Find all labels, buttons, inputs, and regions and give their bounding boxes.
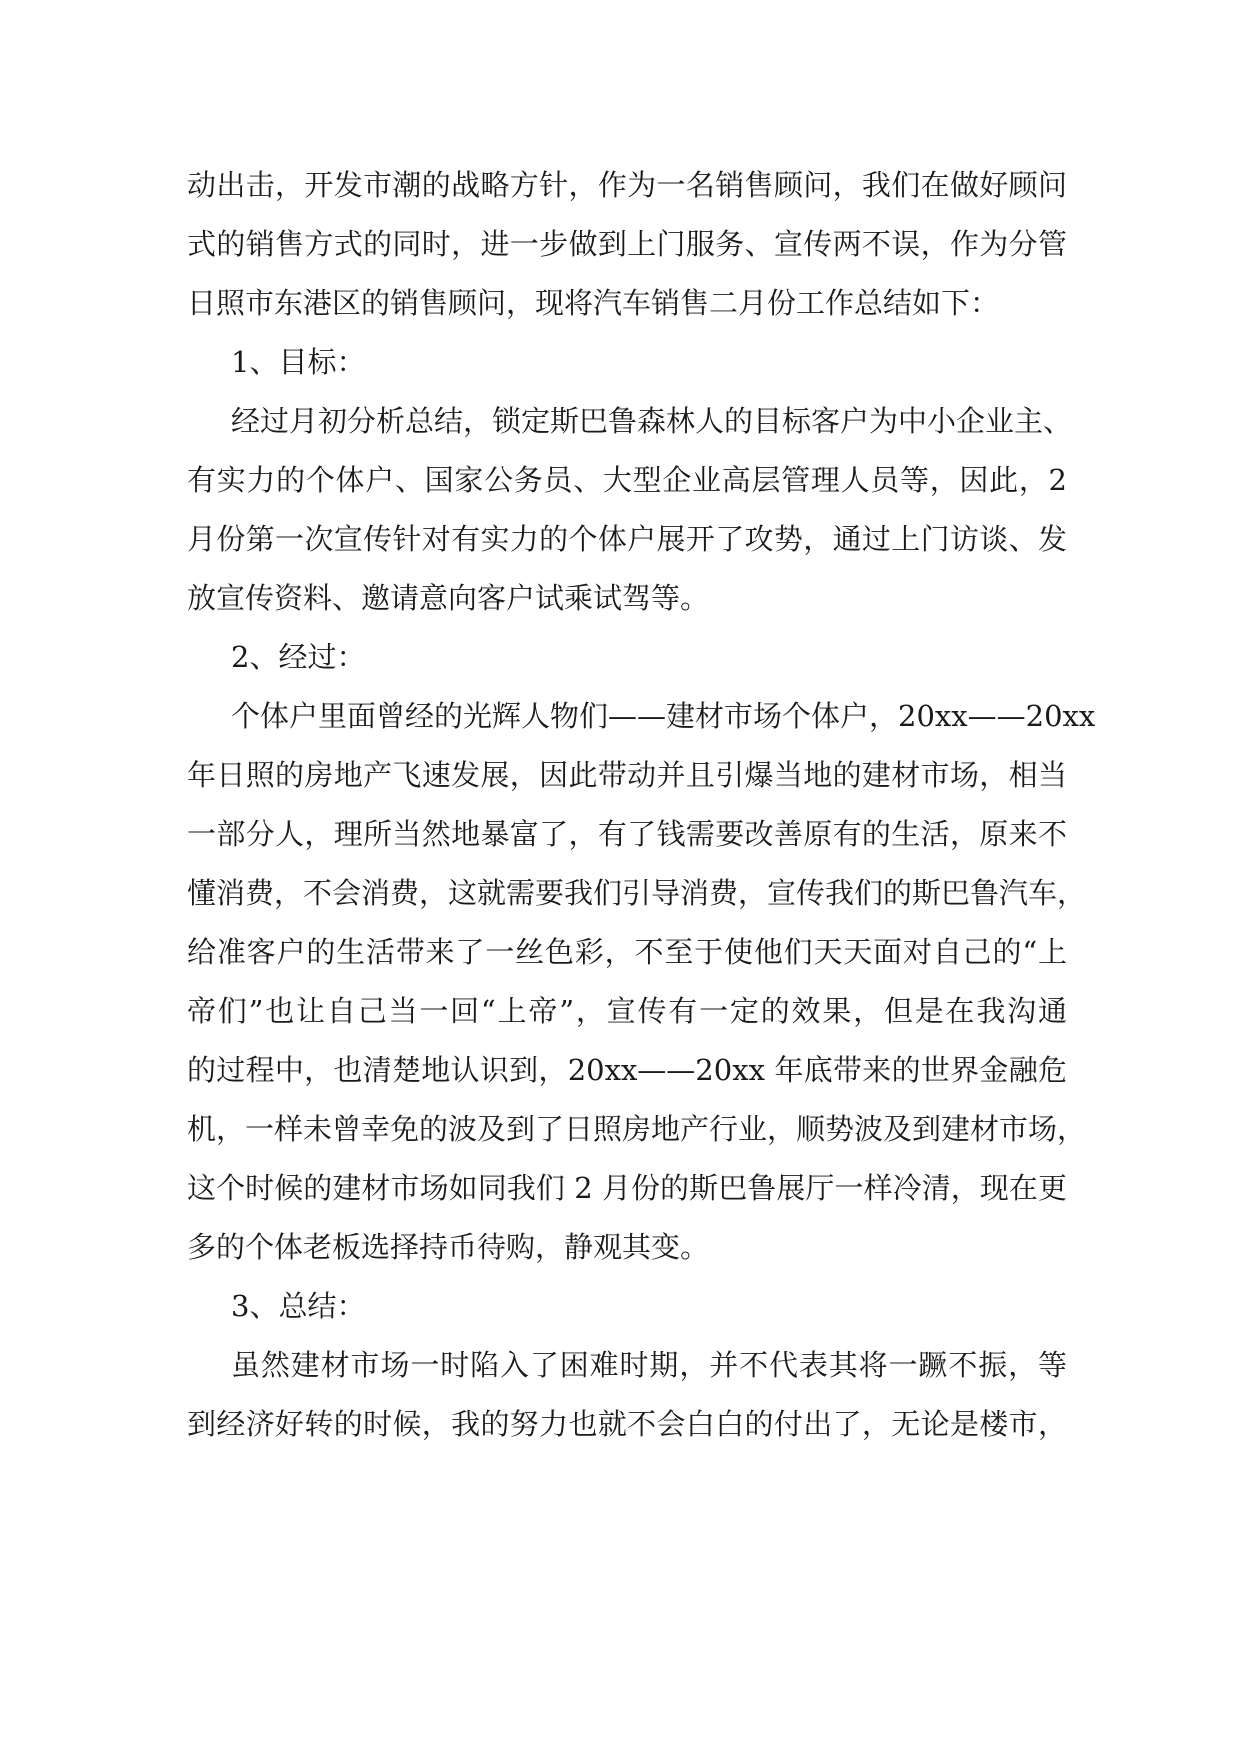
text-line: 多的个体老板选择持币待购，静观其变。	[187, 1230, 710, 1264]
text-line: 给准客户的生活带来了一丝色彩，不至于使他们天天面对自己的“上	[187, 935, 1067, 969]
text-line: 动出击，开发市潮的战略方针，作为一名销售顾问，我们在做好顾问	[187, 168, 1067, 202]
text-line: 懂消费，不会消费，这就需要我们引导消费，宣传我们的斯巴鲁汽车，	[187, 876, 1087, 910]
text-line: 一部分人，理所当然地暴富了，有了钱需要改善原有的生活，原来不	[187, 817, 1067, 851]
text-line: 经过月初分析总结，锁定斯巴鲁森林人的目标客户为中小企业主、	[231, 404, 1073, 438]
text-line: 的过程中，也清楚地认识到，20xx——20xx 年底带来的世界金融危	[187, 1053, 1067, 1087]
text-line: 月份第一次宣传针对有实力的个体户展开了攻势，通过上门访谈、发	[187, 522, 1067, 556]
text-line: 个体户里面曾经的光辉人物们——建材市场个体户，20xx——20xx	[231, 699, 1096, 733]
section-heading-goal: 1、目标：	[231, 345, 366, 379]
text-line: 年日照的房地产飞速发展，因此带动并且引爆当地的建材市场，相当	[187, 758, 1067, 792]
document-body	[187, 156, 1096, 1454]
text-line: 虽然建材市场一时陷入了困难时期，并不代表其将一蹶不振，等	[231, 1348, 1067, 1382]
text-line: 帝们”也让自己当一回“上帝”，宣传有一定的效果，但是在我沟通	[187, 994, 1067, 1028]
text-line: 放宣传资料、邀请意向客户试乘试驾等。	[187, 581, 710, 615]
text-line: 日照市东港区的销售顾问，现将汽车销售二月份工作总结如下：	[187, 286, 1000, 320]
section-heading-process: 2、经过：	[231, 640, 366, 674]
text-line: 到经济好转的时候，我的努力也就不会白白的付出了，无论是楼市，	[187, 1407, 1067, 1441]
text-line: 有实力的个体户、国家公务员、大型企业高层管理人员等，因此，2	[187, 463, 1067, 497]
text-line: 式的销售方式的同时，进一步做到上门服务、宣传两不误，作为分管	[187, 227, 1067, 261]
text-line: 这个时候的建材市场如同我们 2 月份的斯巴鲁展厅一样冷清，现在更	[187, 1171, 1067, 1205]
text-line: 机，一样未曾幸免的波及到了日照房地产行业，顺势波及到建材市场，	[187, 1112, 1087, 1146]
section-heading-summary: 3、总结：	[231, 1289, 366, 1323]
